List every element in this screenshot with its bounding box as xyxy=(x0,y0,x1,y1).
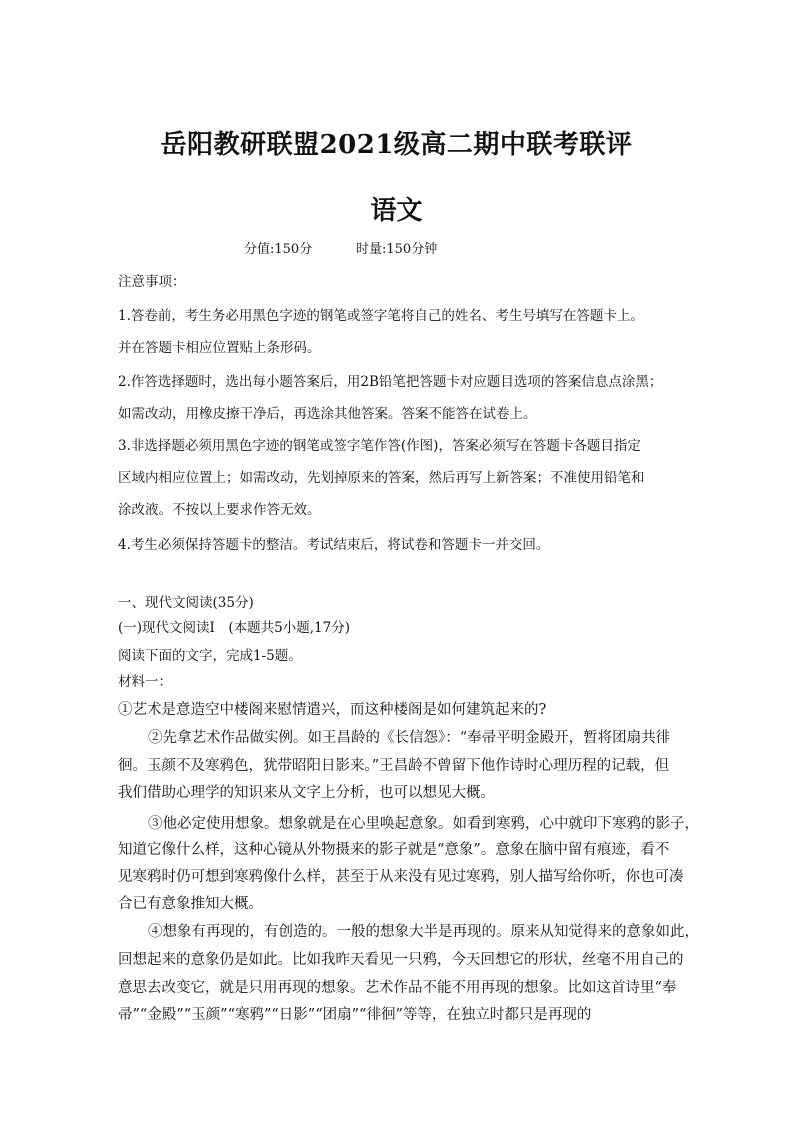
notice-line: 并在答题卡相应位置贴上条形码。 xyxy=(118,340,321,356)
passage-line: ②先拿艺术作品做实例。如王昌龄的《长信怨》：“奉帚平明金殿开，暂将团扇共徘 xyxy=(148,730,671,746)
passage-line: 合已有意象推知大概。 xyxy=(118,896,263,912)
notice-heading: 注意事项： xyxy=(118,274,186,290)
passage-line: 我们借助心理学的知识来从文字上分析，也可以想见大概。 xyxy=(118,785,495,801)
passage-line: 见寒鸦时仍可想到寒鸦像什么样，甚至于从来没有见过寒鸦，别人描写给你听，你也可凑 xyxy=(118,869,684,885)
reading-instruction: 阅读下面的文字，完成1-5题。 xyxy=(118,648,302,664)
subject-title: 语文 xyxy=(370,196,423,226)
exam-title: 岳阳教研联盟2021级高二期中联考联评 xyxy=(160,130,633,160)
section-sub-heading: (一)现代文阅读Ⅰ (本题共5小题,17分) xyxy=(118,620,350,636)
passage-line: ③他必定使用想象。想象就是在心里唤起意象。如看到寒鸦，心中就印下寒鸦的影子， xyxy=(148,816,699,832)
passage-line: ①艺术是意造空中楼阁来慰情遣兴，而这种楼阁是如何建筑起来的? xyxy=(118,702,547,718)
passage-line: 知道它像什么样，这种心镜从外物摄来的影子就是“意象”。意象在脑中留有痕迹，看不 xyxy=(118,842,670,858)
passage-line: ④想象有再现的，有创造的。一般的想象大半是再现的。原来从知觉得来的意象如此， xyxy=(148,924,699,940)
notice-line: 2.作答选择题时，选出每小题答案后，用2B铅笔把答题卡对应题目选项的答案信息点涂黑； xyxy=(118,374,663,390)
time-label: 时量:150分钟 xyxy=(356,242,438,257)
material-label: 材料一： xyxy=(118,674,172,690)
score-label: 分值:150分 xyxy=(244,242,313,257)
notice-line: 涂改液。不按以上要求作答无效。 xyxy=(118,502,321,518)
passage-line: 回想起来的意象仍是如此。比如我昨天看见一只鸦，今天回想它的形状，丝毫不用自己的 xyxy=(118,952,684,968)
notice-line: 1.答卷前，考生务必用黑色字迹的钢笔或签字笔将自己的姓名、考生号填写在答题卡上。 xyxy=(118,308,644,324)
notice-line: 如需改动，用橡皮擦干净后，再选涂其他答案。答案不能答在试卷上。 xyxy=(118,406,537,422)
section-heading: 一、现代文阅读(35分) xyxy=(118,595,254,611)
notice-line: 4.考生必须保持答题卡的整洁。考试结束后，将试卷和答题卡一并交回。 xyxy=(118,537,550,553)
passage-line: 意思去改变它，就是只用再现的想象。艺术作品不能不用再现的想象。比如这首诗里“奉 xyxy=(118,980,677,996)
notice-line: 3.非选择题必须用黑色字迹的钢笔或签字笔作答(作图)，答案必须写在答题卡各题目指定 xyxy=(118,438,641,454)
passage-line: 帚”“金殿”“玉颜”“寒鸦”“日影”“团扇”“徘徊”等等，在独立时都只是再现的 xyxy=(118,1007,592,1023)
passage-line: 徊。玉颜不及寒鸦色，犹带昭阳日影来。”王昌龄不曾留下他作诗时心理历程的记载，但 xyxy=(118,758,670,774)
notice-line: 区域内相应位置上；如需改动，先划掉原来的答案，然后再写上新答案；不准使用铅笔和 xyxy=(118,470,645,486)
